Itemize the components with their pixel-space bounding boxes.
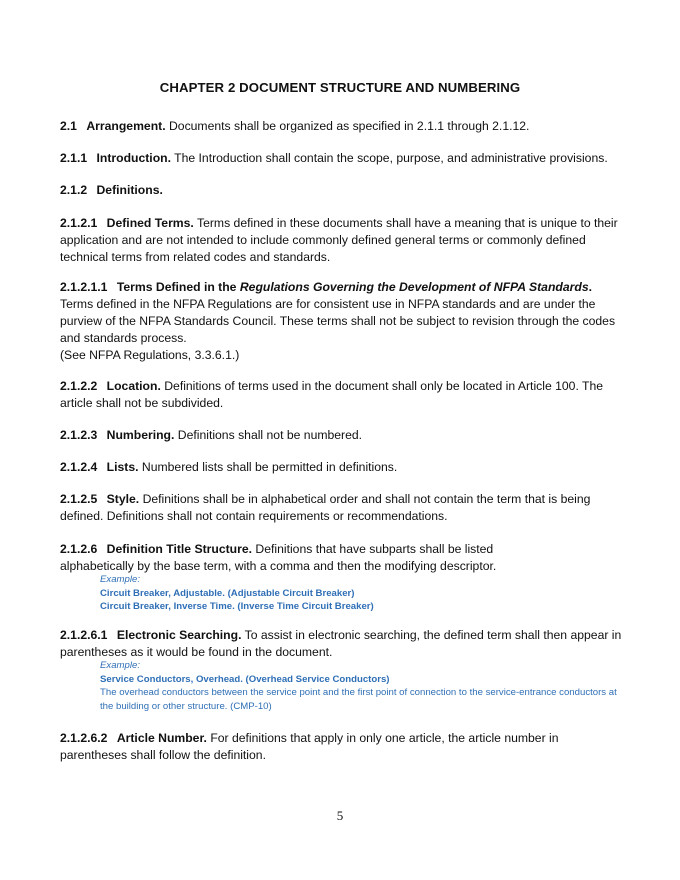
section-number: 2.1.2.6.1	[60, 628, 108, 642]
section-2-1-2	[60, 182, 626, 199]
example-definition: The overhead conductors between the service point and the first point of connection to the service-entrance conductors at the building or other structure. (CMP-10)	[100, 687, 617, 712]
section-2-1-2-2	[60, 378, 626, 412]
section-text: Numbered lists shall be permitted in definitions.	[141, 460, 398, 474]
section-text: The Introduction shall contain the scope, purpose, and administrative provisions.	[174, 151, 608, 165]
section-number: 2.1.2	[60, 183, 88, 197]
section-number: 2.1.2.1	[60, 216, 98, 230]
example-term: Circuit Breaker, Inverse Time. (Inverse Time Circuit Breaker)	[100, 601, 374, 612]
section-text: Definitions shall be in alphabetical order and shall not contain the term that is being defined. Definitions shall not contain requirements or recommendations.	[60, 492, 591, 523]
section-heading: Article Number.	[116, 731, 207, 745]
section-2-1-1	[60, 150, 626, 167]
section-2-1-2-6-1	[60, 627, 626, 661]
section-2-1-2-5	[60, 491, 626, 525]
section-text: Definitions of terms used in the document shall only be located in Article 100. The article shall not be subdivided.	[60, 379, 604, 410]
section-text: Documents shall be organized as specified in 2.1.1 through 2.1.12.	[168, 119, 530, 133]
section-heading: Definition Title Structure.	[106, 542, 253, 556]
section-text: Terms defined in these documents shall have a meaning that is unique to their application and are not intended to include commonly defined general terms or commonly defined technical terms from related codes and standards.	[60, 216, 618, 264]
section-text: Definitions that have subparts shall be listed	[255, 542, 494, 556]
section-number: 2.1.2.6	[60, 542, 98, 556]
section-number: 2.1.2.2	[60, 379, 98, 393]
example-block-1	[100, 573, 620, 614]
chapter-title: CHAPTER 2 DOCUMENT STRUCTURE AND NUMBERING	[159, 80, 521, 95]
section-number: 2.1	[60, 119, 77, 133]
section-2-1-2-3	[60, 427, 626, 444]
example-block-2	[100, 659, 620, 713]
section-2-1-2-6-2	[60, 730, 626, 764]
section-heading: Introduction.	[96, 151, 171, 165]
section-text: To assist in electronic searching, the defined term shall then appear in parentheses as it would be found in the document.	[60, 628, 622, 659]
section-heading: Defined Terms.	[106, 216, 194, 230]
example-term: Service Conductors, Overhead. (Overhead Service Conductors)	[100, 673, 390, 685]
section-2-1-2-1	[60, 215, 626, 266]
section-number: 2.1.2.4	[60, 460, 98, 474]
section-heading: Definitions.	[96, 183, 163, 197]
regulations-title: Regulations Governing the Development of NFPA Standards	[239, 280, 589, 294]
section-heading-suffix: .	[588, 280, 592, 294]
section-text: Terms defined in the NFPA Regulations are for consistent use in NFPA standards and are under the purview of the NFPA Standards Council. These terms shall not be subject to revision through the codes and standards process.	[60, 297, 616, 345]
section-2-1-2-4	[60, 459, 626, 476]
section-number: 2.1.2.1.1	[60, 280, 108, 294]
section-note: (See NFPA Regulations, 3.3.6.1.)	[60, 348, 240, 362]
section-heading: Arrangement.	[86, 119, 166, 133]
section-number: 2.1.1	[60, 151, 88, 165]
section-2-1	[60, 118, 626, 135]
section-number: 2.1.2.5	[60, 492, 98, 506]
section-text: Definitions shall not be numbered.	[177, 428, 363, 442]
section-heading: Numbering.	[106, 428, 175, 442]
section-heading: Location.	[106, 379, 161, 393]
section-number: 2.1.2.3	[60, 428, 98, 442]
section-text-continued: alphabetically by the base term, with a comma and then the modifying descriptor.	[60, 559, 497, 573]
section-2-1-2-6	[60, 541, 626, 575]
page-number: 5	[336, 808, 344, 823]
example-term: Circuit Breaker, Adjustable. (Adjustable Circuit Breaker)	[100, 587, 355, 599]
section-heading: Style.	[106, 492, 140, 506]
section-2-1-2-1-1	[60, 279, 626, 364]
section-text: For definitions that apply in only one article, the article number in parentheses shall follow the definition.	[60, 731, 559, 762]
section-heading: Electronic Searching.	[116, 628, 242, 642]
section-number: 2.1.2.6.2	[60, 731, 108, 745]
section-heading-prefix: Terms Defined in the	[116, 280, 240, 294]
example-label: Example:	[100, 574, 140, 585]
example-label: Example:	[100, 660, 140, 671]
section-heading: Lists.	[106, 460, 139, 474]
